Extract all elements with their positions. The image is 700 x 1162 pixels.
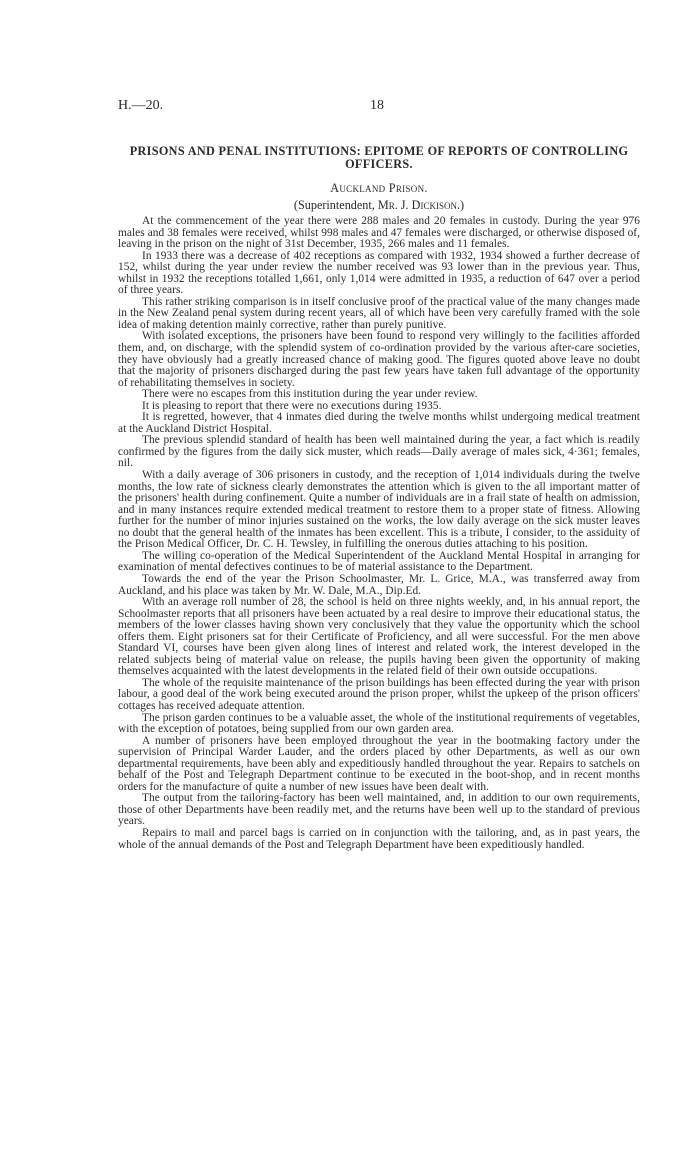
page-title: PRISONS AND PENAL INSTITUTIONS: EPITOME OF REPORTS OF CONTROLLING OFFICERS. xyxy=(129,144,629,171)
paragraph: This rather striking comparison is in itself conclusive proof of the practical value of the many changes made in the New Zealand penal system during recent years, all of which have been very carefully framed with the sole idea of making detention mainly corrective, rather than purely punitive. xyxy=(118,295,640,331)
superintendent-name: Mr. J. Dickison xyxy=(377,198,457,212)
page-content xyxy=(118,145,640,851)
paragraph: A number of prisoners have been employed throughout the year in the bootmaking factory under the supervision of Principal Warder Lauder, and the orders placed by other Departments, as well as our own departmental requirements, have been ably and expeditiously handled throughout the year. Repairs to satchels on behalf of the Post and Telegraph Department continue to be executed in the boot-shop, and in recent months orders for the manufacture of quite a number of new issues have been dealt with. xyxy=(118,734,640,793)
section-subheading xyxy=(118,198,640,212)
paragraph: The willing co-operation of the Medical Superintendent of the Auckland Mental Hospital in arranging for examination of mental defectives continues to be of material assistance to the Department. xyxy=(118,549,640,574)
paragraph: In 1933 there was a decrease of 402 receptions as compared with 1932, 1934 showed a further decrease of 152, whilst during the year under review the number received was 93 lower than in the previous year. Thus, whilst in 1932 the receptions totalled 1,661, only 1,014 were admitted in 1935, a reduction of 647 over a period of three years. xyxy=(118,249,640,297)
paragraph: The previous splendid standard of health has been well maintained during the year, a fact which is readily confirmed by the figures from the daily sick muster, which reads—Daily average of males sick, 4·361; females, nil. xyxy=(118,434,640,470)
paragraph: The output from the tailoring-factory has been well maintained, and, in addition to our own requirements, those of other Departments have been readily met, and the returns have been well up to the standard of previous years. xyxy=(118,792,640,828)
paragraph: It is pleasing to report that there were no executions during 1935. xyxy=(142,399,442,412)
paragraph: At the commencement of the year there were 288 males and 20 females in custody. During the year 976 males and 38 females were received, whilst 998 males and 47 females were discharged, or otherwise disposed of, leaving in the prison on the night of 31st December, 1935, 266 males and 11 females. xyxy=(118,215,640,251)
paragraph: With an average roll number of 28, the school is held on three nights weekly, and, in his annual report, the Schoolmaster reports that all prisoners have been actuated by a real desire to improve their educational status, the members of the lower classes having shown very conclusively that they value the opportunity which the school offers them. Eight prisoners sat for their Certificate of Proficiency, and all were successful. For the men above Standard VI, courses have been given along lines of interest and related work, the interest developed in the related subjects being of material value on release, the pupils having been given the opportunity of making themselves acquainted with the latest developments in the related field of their own outside occupations. xyxy=(118,596,640,678)
paragraph: There were no escapes from this institution during the year under review. xyxy=(142,388,478,401)
paragraph: It is regretted, however, that 4 inmates died during the twelve months whilst undergoing medical treatment at the Auckland District Hospital. xyxy=(118,411,640,435)
report-body xyxy=(118,216,640,851)
running-header xyxy=(118,98,638,118)
subheading-prefix: (Superintendent, xyxy=(293,198,378,212)
paragraph: Towards the end of the year the Prison Schoolmaster, Mr. L. Grice, M.A., was transferred away from Auckland, and his place was taken by Mr. W. Dale, M.A., Dip.Ed. xyxy=(118,572,640,597)
paragraph: With isolated exceptions, the prisoners have been found to respond very willingly to the facilities afforded them, and, on discharge, with the splendid system of co-ordination provided by the various after-care societies, they have obviously had a greatly increased chance of making good. The figures quoted above leave no doubt that the majority of prisoners discharged during the past few years have taken full advantage of the opportunity of rehabilitating themselves in society. xyxy=(118,330,640,389)
section-heading: Auckland Prison. xyxy=(330,181,428,195)
paragraph: The prison garden continues to be a valuable asset, the whole of the institutional requirements of vegetables, with the exception of potatoes, being supplied from our own garden area. xyxy=(118,711,640,736)
paragraph: Repairs to mail and parcel bags is carried on in conjunction with the tailoring, and, as in past years, the whole of the annual demands of the Post and Telegraph Department have been expeditiously handled. xyxy=(118,826,640,851)
paragraph: With a daily average of 306 prisoners in custody, and the reception of 1,014 individuals during the twelve months, the low rate of sickness clearly demonstrates the attention which is given to the all important matter of the prisoners' health during confinement. Quite a number of individuals are in a frail state of health on admission, and in many instances require extended medical treatment to restore them to a proper state of fitness. Allowing further for the number of minor injuries sustained on the works, the low daily average on the sick muster leaves no doubt that the general health of the inmates has been excellent. This is a tribute, I consider, to the assiduity of the Prison Medical Officer, Dr. C. H. Tewsley, in fulfilling the onerous duties attaching to his position. xyxy=(118,469,640,551)
paragraph: The whole of the requisite maintenance of the prison buildings has been effected during the year with prison labour, a good deal of the work being executed around the prison proper, whilst the upkeep of the prison officers' cottages has received adequate attention. xyxy=(118,676,640,712)
subheading-suffix: .) xyxy=(456,198,465,212)
document-reference: H.—20. xyxy=(118,98,164,113)
page-number: 18 xyxy=(370,98,384,113)
